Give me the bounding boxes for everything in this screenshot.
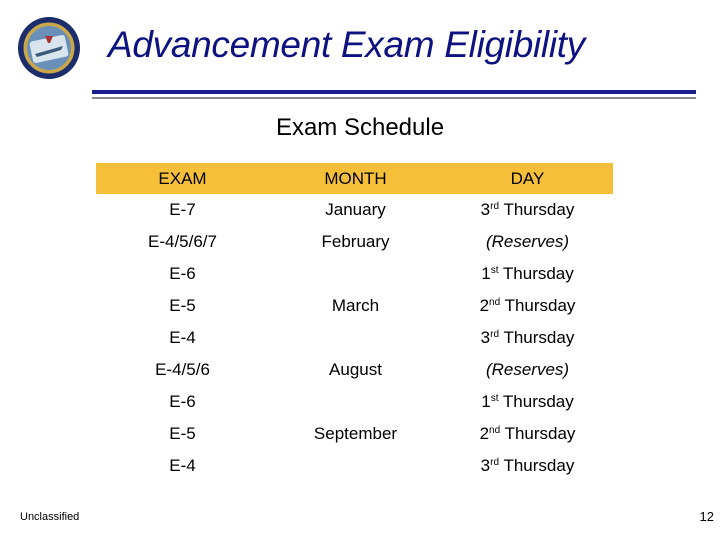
table-row [96,354,613,386]
header-month: MONTH [269,163,442,194]
month-cell: August [329,360,382,379]
month-cell: January [325,200,386,219]
day-cell: 2nd Thursday [479,296,576,315]
exam-cell: E-6 [169,392,196,411]
page-title: Advancement Exam Eligibility [108,24,585,65]
table-row [96,194,613,226]
exam-cell: E-4 [169,328,196,347]
day-cell: 2nd Thursday [479,424,576,443]
day-cell: 1st Thursday [481,392,574,411]
month-cell: September [313,424,398,443]
table-row [96,226,613,258]
month-cell: February [321,232,390,251]
day-cell: 3rd Thursday [480,456,575,475]
exam-cell: E-4/5/6/7 [148,232,217,251]
day-cell: 3rd Thursday [480,328,575,347]
exam-cell: E-5 [169,424,196,443]
title-divider-thin [92,97,696,99]
day-cell: 1st Thursday [481,264,574,283]
month-cell: March [331,296,380,315]
table-row [96,386,613,418]
exam-cell: E-7 [169,200,196,219]
exam-cell: E-4 [169,456,196,475]
exam-cell: E-4/5/6 [155,360,210,379]
day-cell: 3rd Thursday [480,200,575,219]
exam-cell: E-6 [169,264,196,283]
section-heading: Exam Schedule [275,114,445,141]
header-exam: EXAM [96,163,269,194]
table-header-row [96,163,613,194]
header-day: DAY [442,163,613,194]
page-number: 12 [699,509,714,524]
day-cell: (Reserves) [485,360,570,379]
exam-schedule-table [96,163,613,482]
day-cell: (Reserves) [485,232,570,251]
table-row [96,258,613,290]
seal-logo-icon [17,16,81,80]
exam-cell: E-5 [169,296,196,315]
classification-label: Unclassified [20,511,80,523]
title-divider-thick [92,90,696,94]
